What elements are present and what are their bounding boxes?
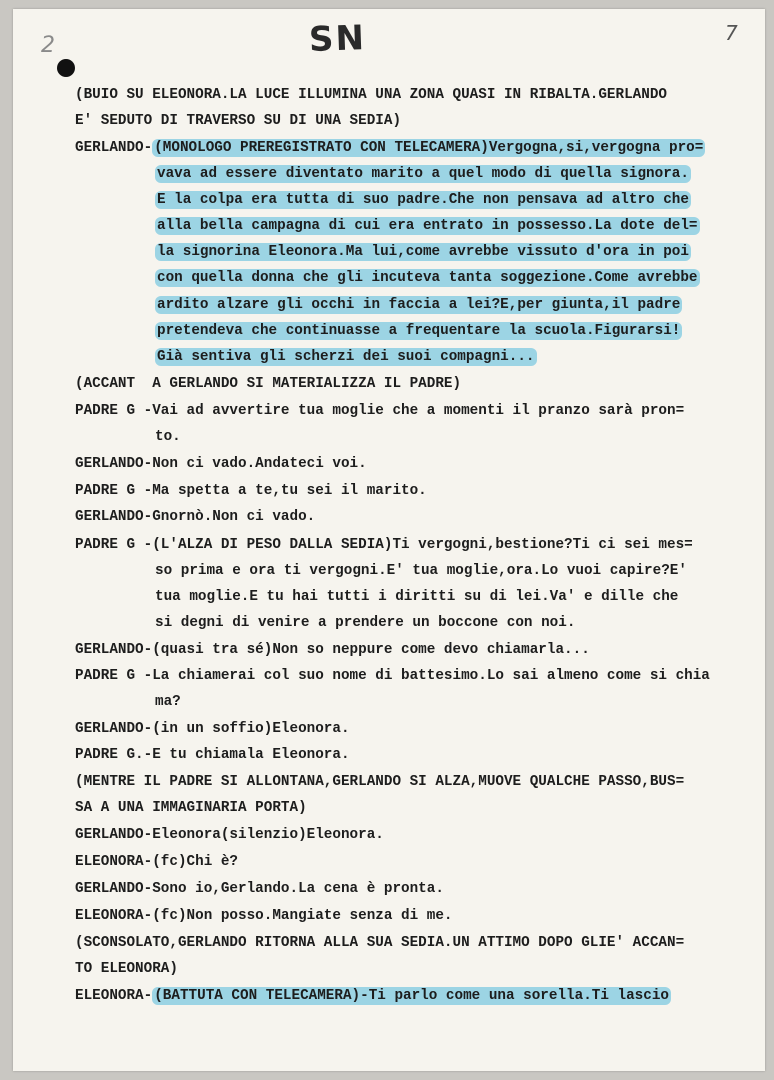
highlighted-text: ardito alzare gli occhi in faccia a lei?E,per giunta,il padre [157, 297, 681, 313]
line-text: ma? [155, 694, 181, 710]
script-line [155, 692, 181, 712]
script-line [155, 321, 682, 341]
highlighted-text: E la colpa era tutta di suo padre.Che non pensava ad altro che [157, 192, 689, 208]
line-text: GERLANDO-Non ci vado.Andateci voi. [75, 456, 367, 472]
script-line [75, 986, 671, 1006]
line-text: (SCONSOLATO,GERLANDO RITORNA ALLA SUA SEDIA.UN ATTIMO DOPO GLIE' ACCAN= [75, 935, 685, 951]
script-line [75, 535, 693, 555]
line-text: PADRE G -La chiamerai col suo nome di battesimo.Lo sai almeno come si chia [75, 668, 710, 684]
script-line [75, 879, 444, 899]
line-text: si degni di venire a prendere un boccone con noi. [155, 615, 576, 631]
script-line [75, 906, 453, 926]
script-line [155, 587, 678, 607]
page-number-left: 2 [41, 33, 55, 58]
line-text: ELEONORA- [75, 988, 153, 1004]
script-line [75, 852, 238, 872]
script-line [75, 959, 178, 979]
highlighted-text: (MONOLOGO PREREGISTRATO CON TELECAMERA)Vergogna,si,vergogna pro= [154, 140, 704, 156]
script-line [155, 190, 691, 210]
script-line [155, 427, 181, 447]
script-line [75, 825, 384, 845]
script-line [75, 138, 705, 158]
script-line [75, 454, 367, 474]
line-text: PADRE G -Ma spetta a te,tu sei il marito. [75, 483, 427, 499]
script-line [155, 268, 700, 288]
script-line [75, 933, 684, 953]
script-line [155, 561, 687, 581]
script-line [75, 374, 461, 394]
script-line [155, 216, 700, 236]
line-text: PADRE G -Vai ad avvertire tua moglie che a momenti il pranzo sarà pron= [75, 403, 685, 419]
line-text: GERLANDO-Gnornò.Non ci vado. [75, 509, 316, 525]
script-line [75, 401, 684, 421]
script-line [75, 640, 590, 660]
script-line [75, 85, 667, 105]
script-line [75, 507, 315, 527]
line-text: so prima e ora ti vergogni.E' tua moglie,ora.Lo vuoi capire?E' [155, 563, 687, 579]
script-line [155, 242, 691, 262]
line-text: GERLANDO-Sono io,Gerlando.La cena è pronta. [75, 881, 444, 897]
line-text: PADRE G -(L'ALZA DI PESO DALLA SEDIA)Ti vergogni,bestione?Ti ci sei mes= [75, 537, 693, 553]
line-text: TO ELEONORA) [75, 961, 178, 977]
highlighted-text: (BATTUTA CON TELECAMERA)-Ti parlo come una sorella.Ti lascio [154, 988, 669, 1004]
highlighted-text: alla bella campagna di cui era entrato in possesso.La dote del= [157, 218, 698, 234]
line-text: SA A UNA IMMAGINARIA PORTA) [75, 800, 307, 816]
line-text: (MENTRE IL PADRE SI ALLONTANA,GERLANDO SI ALZA,MUOVE QUALCHE PASSO,BUS= [75, 774, 685, 790]
line-text: PADRE G.-E tu chiamala Eleonora. [75, 747, 350, 763]
script-line [75, 745, 350, 765]
highlighted-text: con quella donna che gli incuteva tanta soggezione.Come avrebbe [157, 270, 698, 286]
line-text: (BUIO SU ELEONORA.LA LUCE ILLUMINA UNA ZONA QUASI IN RIBALTA.GERLANDO [75, 87, 667, 103]
line-text: GERLANDO-(in un soffio)Eleonora. [75, 721, 350, 737]
page-number-right: 7 [725, 21, 738, 45]
script-line [75, 798, 307, 818]
line-text: GERLANDO- [75, 140, 153, 156]
script-line [155, 613, 575, 633]
line-text: to. [155, 429, 181, 445]
highlighted-text: la signorina Eleonora.Ma lui,come avrebbe vissuto d'ora in poi [157, 244, 689, 260]
script-line [75, 772, 684, 792]
script-line [75, 666, 710, 686]
line-text: ELEONORA-(fc)Non posso.Mangiate senza di me. [75, 908, 453, 924]
script-line [155, 347, 537, 367]
header-code: SN [308, 18, 367, 60]
script-line [155, 164, 691, 184]
line-text: GERLANDO-(quasi tra sé)Non so neppure come devo chiamarla... [75, 642, 590, 658]
punch-hole [57, 59, 75, 77]
script-page [13, 9, 765, 1071]
line-text: ELEONORA-(fc)Chi è? [75, 854, 239, 870]
script-line [75, 111, 401, 131]
highlighted-text: vava ad essere diventato marito a quel modo di quella signora. [157, 166, 689, 182]
line-text: (ACCANT A GERLANDO SI MATERIALIZZA IL PADRE) [75, 376, 462, 392]
line-text: tua moglie.E tu hai tutti i diritti su di lei.Va' e dille che [155, 589, 679, 605]
highlighted-text: pretendeva che continuasse a frequentare la scuola.Figurarsi! [157, 323, 681, 339]
highlighted-text: Già sentiva gli scherzi dei suoi compagni... [157, 349, 535, 365]
line-text: E' SEDUTO DI TRAVERSO SU DI UNA SEDIA) [75, 113, 402, 129]
script-line [75, 719, 350, 739]
script-line [75, 481, 427, 501]
script-line [155, 295, 682, 315]
line-text: GERLANDO-Eleonora(silenzio)Eleonora. [75, 827, 384, 843]
